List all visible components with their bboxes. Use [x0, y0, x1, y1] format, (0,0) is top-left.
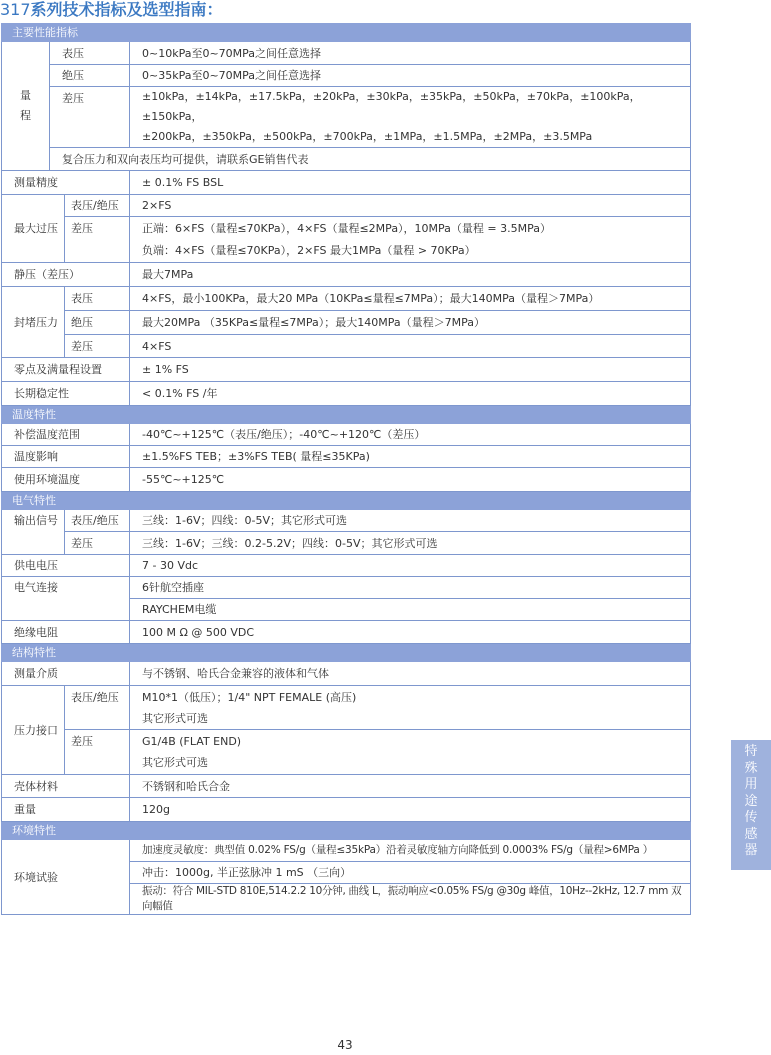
- burst-diff-label: 差压: [65, 335, 130, 358]
- section-title: 结构特性: [2, 644, 691, 662]
- section-header-env: [2, 822, 691, 840]
- section-title: 电气特性: [2, 492, 691, 510]
- temp-effect-label: 温度影响: [2, 446, 130, 468]
- comp-range-label: 补偿温度范围: [2, 424, 130, 446]
- gauge-range-value: 0~10kPa至0~70MPa之间任意选择: [130, 42, 691, 65]
- side-tab-char: 用: [744, 777, 758, 792]
- section-header-main: [2, 24, 691, 42]
- media-label: 测量介质: [2, 662, 130, 686]
- elec-conn-label: 电气连接: [2, 577, 130, 621]
- shock-value: 冲击：1000g, 半正弦脉冲 1 mS （三向）: [130, 862, 691, 884]
- supply-label: 供电电压: [2, 555, 130, 577]
- env-test-label: 环境试验: [2, 840, 130, 915]
- abs-label: 绝压: [50, 65, 130, 87]
- accuracy-value: ± 0.1% FS BSL: [130, 171, 691, 195]
- temp-effect-value: ±1.5%FS TEB；±3%FS TEB( 量程≤35KPa): [130, 446, 691, 468]
- section-header-elec: [2, 492, 691, 510]
- burst-diff-value: 4×FS: [130, 335, 691, 358]
- out-diff-value: 三线：1-6V；三线：0.2-5.2V；四线：0-5V；其它形式可选: [130, 532, 691, 555]
- op-temp-value: -55℃~+125℃: [130, 468, 691, 492]
- insulation-label: 绝缘电阻: [2, 621, 130, 644]
- port-label: 压力接口: [2, 686, 65, 775]
- abs-range-value: 0~35kPa至0~70MPa之间任意选择: [130, 65, 691, 87]
- static-value: 最大7MPa: [130, 263, 691, 287]
- diff-range-value: ±10kPa，±14kPa，±17.5kPa，±20kPa，±30kPa，±35kPa，±50kPa，±70kPa，±100kPa，±150kPa， ±200kPa，±350kPa，±500kPa，±700kPa，±1MPa，±1.5MPa，±2MPa，±3.5MPa: [130, 87, 691, 148]
- op-gauge-abs-value: 2×FS: [130, 195, 691, 217]
- compound-note: 复合压力和双向表压均可提供，请联系GE销售代表: [50, 148, 691, 171]
- op-diff-label: 差压: [65, 217, 130, 263]
- side-tab-char: 器: [744, 843, 758, 858]
- title-text: 系列技术指标及选型指南：: [30, 0, 223, 19]
- burst-gauge-value: 4×FS，最小100KPa，最大20 MPa（10KPa≤量程≤7MPa）；最大140MPa（量程＞7MPa）: [130, 287, 691, 311]
- gauge-label: 表压: [50, 42, 130, 65]
- zero-span-label: 零点及满量程设置: [2, 358, 130, 382]
- section-side-tab: [731, 740, 771, 870]
- side-tab-char: 途: [744, 793, 758, 809]
- weight-value: 120g: [130, 798, 691, 822]
- op-temp-label: 使用环境温度: [2, 468, 130, 492]
- port-gauge-abs-label: 表压/绝压: [65, 686, 130, 730]
- insulation-value: 100 M Ω @ 500 VDC: [130, 621, 691, 644]
- port-gauge-abs-value: M10*1（低压）；1/4" NPT FEMALE (高压) 其它形式可选: [130, 686, 691, 730]
- burst-abs-label: 绝压: [65, 311, 130, 335]
- elec-conn-value-1: 6针航空插座: [130, 577, 691, 599]
- out-gauge-abs-label: 表压/绝压: [65, 510, 130, 532]
- vibration-value: 振动：符合 MIL-STD 810E,514.2.2 10分钟, 曲线 L，振动响应<0.05% FS/g @30g 峰值，10Hz--2kHz, 12.7 mm 双向幅值: [130, 884, 691, 915]
- section-title: 环境特性: [2, 822, 691, 840]
- port-diff-label: 差压: [65, 730, 130, 775]
- op-gauge-abs-label: 表压/绝压: [65, 195, 130, 217]
- section-header-temp: [2, 406, 691, 424]
- overpressure-label: 最大过压: [2, 195, 65, 263]
- static-label: 静压（差压）: [2, 263, 130, 287]
- weight-label: 重量: [2, 798, 130, 822]
- side-tab-char: 感: [744, 826, 758, 842]
- model-number: 317: [0, 0, 31, 19]
- zero-span-value: ± 1% FS: [130, 358, 691, 382]
- section-header-struct: [2, 644, 691, 662]
- port-diff-value: G1/4B (FLAT END) 其它形式可选: [130, 730, 691, 775]
- page-title: [0, 0, 223, 20]
- housing-value: 不锈钢和哈氏合金: [130, 775, 691, 798]
- supply-value: 7 - 30 Vdc: [130, 555, 691, 577]
- spec-table: [1, 23, 691, 915]
- stability-value: < 0.1% FS /年: [130, 382, 691, 406]
- op-diff-value: 正端：6×FS（量程≤70KPa），4×FS（量程≤2MPa），10MPa（量程 = 3.5MPa） 负端：4×FS（量程≤70KPa），2×FS 最大1MPa（量程 > 70KPa）: [130, 217, 691, 263]
- side-tab-char: 传: [744, 810, 758, 825]
- section-title: 主要性能指标: [2, 24, 691, 42]
- accuracy-label: 测量精度: [2, 171, 130, 195]
- section-title: 温度特性: [2, 406, 691, 424]
- side-tab-char: 殊: [744, 760, 758, 776]
- out-diff-label: 差压: [65, 532, 130, 555]
- stability-label: 长期稳定性: [2, 382, 130, 406]
- housing-label: 壳体材料: [2, 775, 130, 798]
- burst-label: 封堵压力: [2, 287, 65, 358]
- burst-gauge-label: 表压: [65, 287, 130, 311]
- media-value: 与不锈钢、哈氏合金兼容的液体和气体: [130, 662, 691, 686]
- output-label: 输出信号: [2, 510, 65, 555]
- diff-label: 差压: [50, 87, 130, 148]
- page-number: 43: [337, 1038, 353, 1052]
- side-tab-char: 特: [744, 744, 758, 759]
- accel-value: 加速度灵敏度：典型值 0.02% FS/g（量程≤35kPa）沿着灵敏度轴方向降低到 0.0003% FS/g（量程>6MPa ）: [130, 840, 691, 862]
- burst-abs-value: 最大20MPa （35KPa≤量程≤7MPa）；最大140MPa（量程＞7MPa）: [130, 311, 691, 335]
- out-gauge-abs-value: 三线：1-6V；四线：0-5V；其它形式可选: [130, 510, 691, 532]
- comp-range-value: -40℃~+125℃（表压/绝压）；-40℃~+120℃（差压）: [130, 424, 691, 446]
- elec-conn-value-2: RAYCHEM电缆: [130, 599, 691, 621]
- range-label: 量 程: [2, 42, 50, 171]
